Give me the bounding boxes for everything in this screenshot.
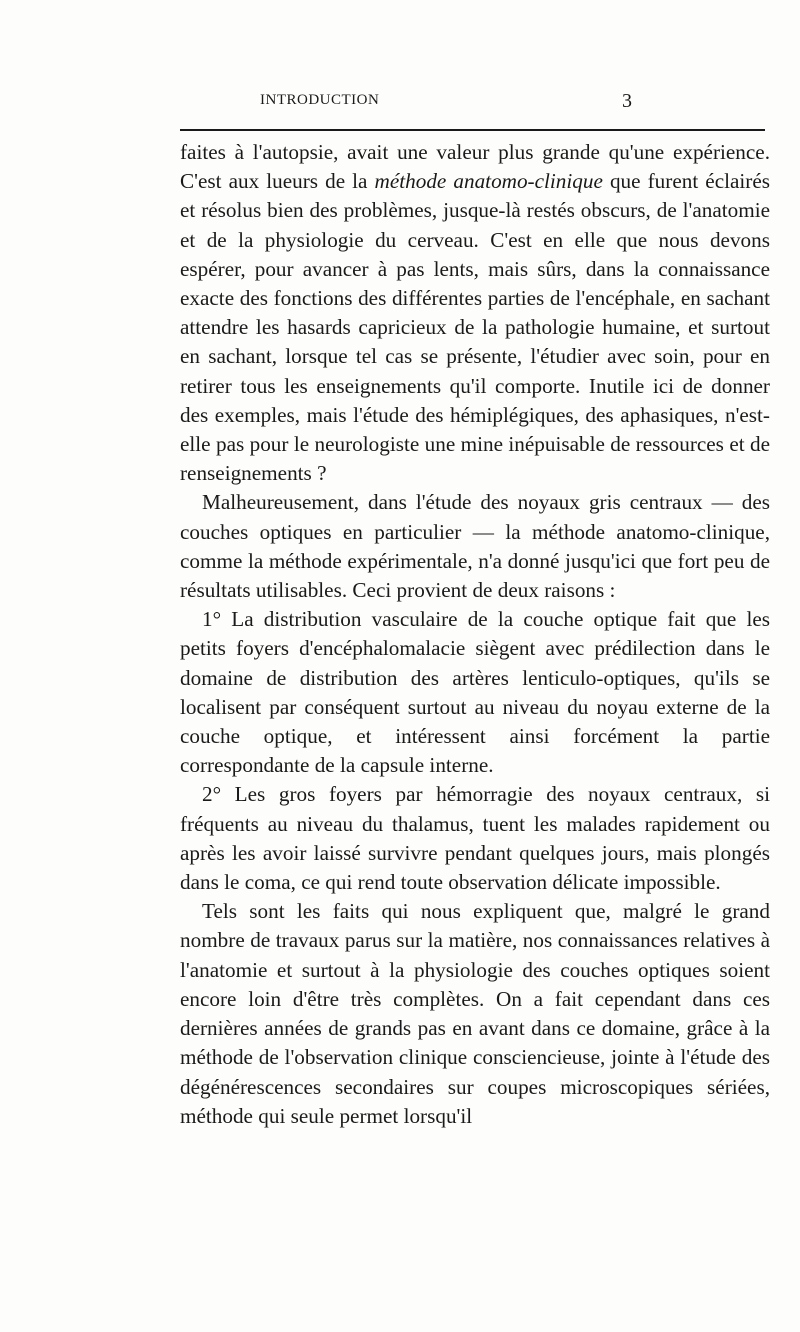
paragraph-4: 2° Les gros foyers par hémorragie des noyaux centraux, si fréquents au niveau du thalamus, tuent les malades rapidement ou après les avoir laissé survivre pendant quelques jours, mais plongés dans le coma, ce qui rend toute observation délicate impossible. (180, 782, 770, 895)
header-title: INTRODUCTION (260, 92, 380, 108)
paragraph-3: 1° La distribution vasculaire de la couche optique fait que les petits foyers d'encéphalomalacie siègent avec prédilection dans le domaine de distribution des artères lenticulo-optiques, qu'ils se localisent par conséquent surtout au niveau du noyau externe de la couche optique, et intéressent ainsi forcément la partie correspondante de la capsule interne. (180, 607, 770, 778)
paragraph-1-end: que furent éclairés et résolus bien des problèmes, jusque-là restés obscurs, de l'anatomie et de la physiologie du cerveau. C'est en elle que nous devons espérer, pour avancer à pas lents, mais sûrs, dans la connaissance exacte des fonctions des différentes parties de l'encéphale, en sachant attendre les hasards capricieux de la pathologie humaine, et surtout en sachant, lorsque tel cas se présente, l'étudier avec soin, pour en retirer tous les enseignements qu'il comporte. Inutile ici de donner des exemples, mais l'étude des hémiplégiques, des aphasiques, n'est-elle pas pour le neurologiste une mine inépuisable de ressources et de renseignements ? (180, 169, 770, 486)
body-text (180, 138, 770, 1131)
page-number: 3 (622, 90, 632, 112)
paragraph-5: Tels sont les faits qui nous expliquent que, malgré le grand nombre de travaux parus sur la matière, nos connaissances relatives à l'anatomie et surtout à la physiologie des couches optiques soient encore loin d'être très complètes. On a fait cependant dans ces dernières années de grands pas en avant dans ce domaine, grâce à la méthode de l'observation clinique consciencieuse, jointe à l'étude des dégénérescences secondaires sur coupes microscopiques sériées, méthode qui seule permet lorsqu'il (180, 899, 770, 1128)
paragraph-1 (180, 138, 770, 488)
running-header (180, 92, 632, 122)
paragraph-2: Malheureusement, dans l'étude des noyaux gris centraux — des couches optiques en particulier — la méthode anatomo-clinique, comme la méthode expérimentale, n'a donné jusqu'ici que fort peu de résultats utilisables. Ceci provient de deux raisons : (180, 490, 770, 603)
header-rule (180, 129, 765, 131)
paragraph-1-start: faites à l'autopsie, avait une valeur plus grande qu'une expérience. C'est aux lueurs de la (180, 140, 770, 194)
italic-term: méthode anatomo-clinique (374, 169, 603, 194)
